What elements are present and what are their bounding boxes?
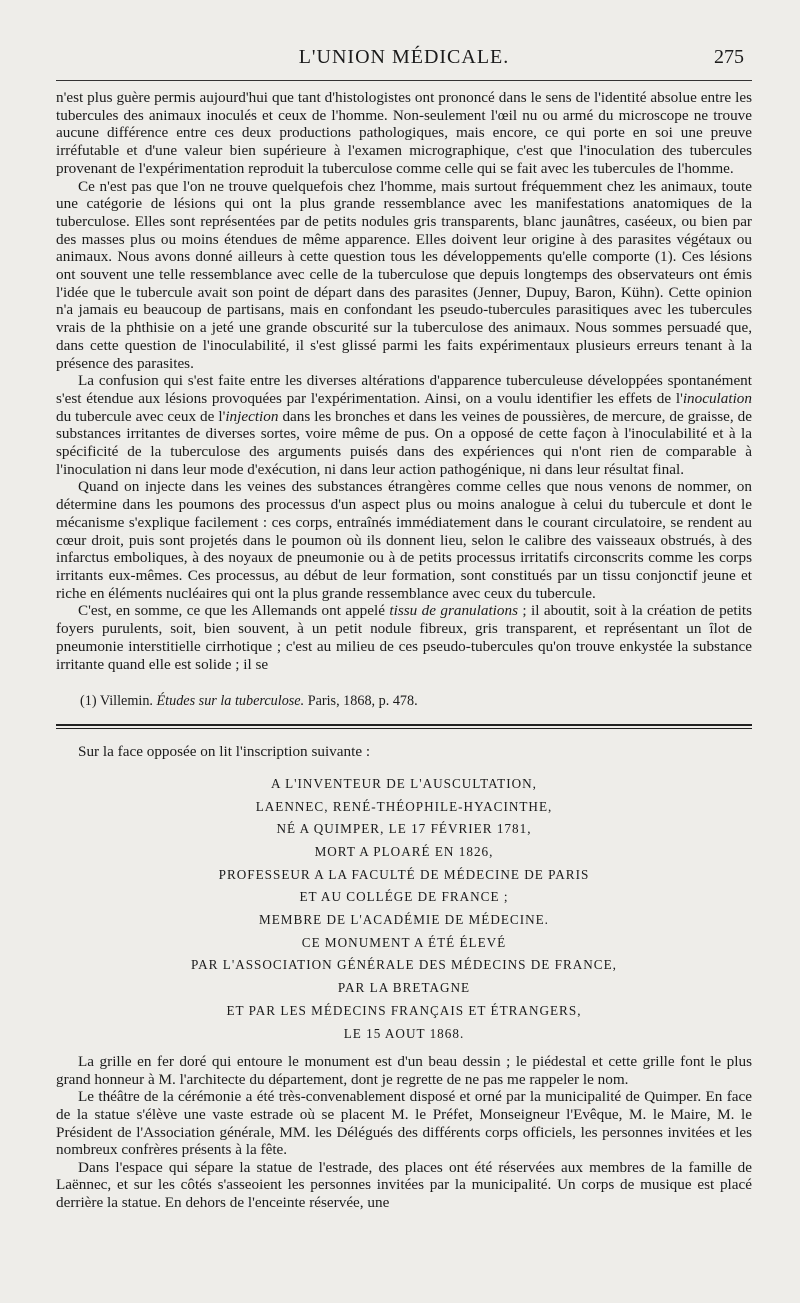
italic-term: tissu de granulations bbox=[389, 602, 518, 620]
running-header bbox=[56, 46, 752, 76]
paragraph: Le théâtre de la cérémonie a été très-convenablement disposé et orné par la municipalité de Quimper. En face de la statue s'élève une vaste estrade où se placent M. le Préfet, Monseigneur l'Evêque, M. le Maire, M. le Président de l'Association générale, MM. les Délégués des différents corps officiels, les personnes invitées et les nombreux confrères présents à la fête. bbox=[56, 1088, 752, 1159]
journal-title: L'UNION MÉDICALE. bbox=[298, 46, 510, 68]
page-number: 275 bbox=[714, 46, 744, 68]
paragraph: Ce n'est pas que l'on ne trouve quelquefois chez l'homme, mais surtout fréquemment chez les animaux, toute une catégorie de lésions qui ont la plus grande ressemblance avec les manifestations anatomiques de la tuberculose. Elles sont représentées par de petits nodules gris transparents, blanc jaunâtres, caséeux, ou bien par des masses plus ou moins étendues de même apparence. Elles doivent leur origine à des parasites végétaux ou animaux. Nous avons donné ailleurs à cette question tous les développements qu'elle comporte (1). Ces lésions ont souvent une telle ressemblance avec celle de la tuberculose que depuis longtemps des observateurs ont émis l'idée que le tubercule avait son point de départ dans des parasites (Jenner, Dupuy, Baron, Kühn). Cette opinion n'a jamais eu beaucoup de partisans, mais en confondant les pseudo-tubercules parasitiques avec les tubercules vrais de la phthisie on a jeté une grande obscurité sur la tuberculose des animaux. Nous sommes persuadé que, dans cette question de l'inoculabilité, il s'est glissé parmi les faits expérimentaux plusieurs erreurs tenant à la présence des parasites. bbox=[56, 177, 752, 372]
section-divider bbox=[56, 724, 752, 729]
inscription bbox=[56, 773, 752, 1045]
paragraph: La grille en fer doré qui entoure le monument est d'un beau dessin ; le piédestal et cette grille font le plus grand honneur à M. l'architecte du département, dont je regrette de ne pas me rappeler le nom. bbox=[56, 1053, 752, 1088]
inscription-line: ET AU COLLÉGE DE FRANCE ; bbox=[299, 889, 509, 905]
paragraph: n'est plus guère permis aujourd'hui que tant d'histologistes ont prononcé dans le sens de l'identité absolue entre les tubercules des animaux inoculés et ceux de l'homme. Non-seulement l'œil nu ou armé du microscope ne trouve aucune différence entre ces deux productions pathologiques, mais encore, ce qui porte en soi une preuve irréfutable et d'une valeur bien supérieure à l'examen micrographique, c'est que l'inoculation des tubercules provenant de l'expérimentation reproduit la tuberculose comme celle qui se fait avec les tubercules de l'homme. bbox=[56, 89, 752, 177]
inscription-line: PAR L'ASSOCIATION GÉNÉRALE DES MÉDECINS DE FRANCE, bbox=[191, 957, 617, 973]
main-article-text bbox=[56, 89, 752, 673]
paragraph: Quand on injecte dans les veines des substances étrangères comme celles que nous venons de nommer, on détermine dans les poumons des processus d'un aspect plus ou moins analogue à celui du tubercule et dont le mécanisme s'explique facilement : ces corps, entraînés immédiatement dans le courant circulatoire, se rendent au cœur droit, puis sont projetés dans le poumon où ils donnent lieu, selon le calibre des vaisseaux obstrués, à des infarctus emboliques, à des noyaux de pneumonie ou à de petits processus irritatifs circonscrits comme les corps irritants eux-mêmes. Ces processus, au début de leur formation, sont constitués par un tissu conjonctif jeune et riche en éléments nucléaires qui ont la plus grande ressemblance avec ceux du tubercule. bbox=[56, 478, 752, 602]
inscription-line: ET PAR LES MÉDECINS FRANÇAIS ET ÉTRANGERS, bbox=[226, 1002, 582, 1018]
ceremony-article bbox=[56, 743, 752, 1211]
inscription-line: CE MONUMENT A ÉTÉ ÉLEVÉ bbox=[301, 934, 507, 950]
paragraph: Sur la face opposée on lit l'inscription suivante : bbox=[78, 743, 371, 761]
inscription-line: LAENNEC, RENÉ-THÉOPHILE-HYACINTHE, bbox=[255, 798, 553, 814]
inscription-line: MORT A PLOARÉ EN 1826, bbox=[314, 843, 494, 859]
header-rule bbox=[56, 80, 752, 81]
inscription-line: PAR LA BRETAGNE bbox=[337, 980, 471, 996]
paragraph: C'est, en somme, ce que les Allemands ont appelé tissu de granulations ; il aboutit, soit à la création de petits foyers purulents, soit, bien souvent, à un petit nodule fibreux, gris transparent, et représentant un îlot de pneumonie interstitielle cirrhotique ; c'est au milieu de ces pseudo-tubercules qu'on trouve enkystée la substance irritante quand elle est solide ; il se bbox=[56, 602, 752, 673]
inscription-line: NÉ A QUIMPER, LE 17 FÉVRIER 1781, bbox=[276, 821, 532, 837]
paragraph: Dans l'espace qui sépare la statue de l'estrade, des places ont été réservées aux membres de la famille de Laënnec, et sur les côtés s'asseoient les personnes invitées par la municipalité. Un corps de musique est placé derrière la statue. En dehors de l'enceinte réservée, une bbox=[56, 1158, 752, 1211]
italic-term: inoculation bbox=[682, 389, 752, 407]
inscription-line: A L'INVENTEUR DE L'AUSCULTATION, bbox=[271, 775, 537, 791]
footnote-title: Études sur la tuberculose. bbox=[156, 693, 305, 710]
inscription-line: MEMBRE DE L'ACADÉMIE DE MÉDECINE. bbox=[259, 912, 549, 928]
inscription-line: PROFESSEUR A LA FACULTÉ DE MÉDECINE DE PARIS bbox=[218, 866, 590, 882]
paragraph: La confusion qui s'est faite entre les diverses altérations d'apparence tuberculeuse développées spontanément s'est étendue aux lésions provoquées par l'expérimentation. Ainsi, on a voulu identifier les effets de l'inoculation du tubercule avec ceux de l'injection dans les bronches et dans les veines de poussières, de mercure, de graisse, de substances irritantes de diverses sortes, voire même de pus. On a opposé de cette façon à l'inoculabilité et à la spécificité de la tuberculose des arguments puisés dans des expériences qui n'ont rien de comparable à l'inoculation ni dans leur mode d'exécution, ni dans leur action pathogénique, ni dans leur résultat final. bbox=[56, 372, 752, 478]
italic-term: injection bbox=[225, 407, 279, 425]
footnote: (1) Villemin. Études sur la tuberculose. Paris, 1868, p. 478. bbox=[80, 693, 418, 710]
inscription-line: LE 15 AOUT 1868. bbox=[343, 1025, 465, 1041]
